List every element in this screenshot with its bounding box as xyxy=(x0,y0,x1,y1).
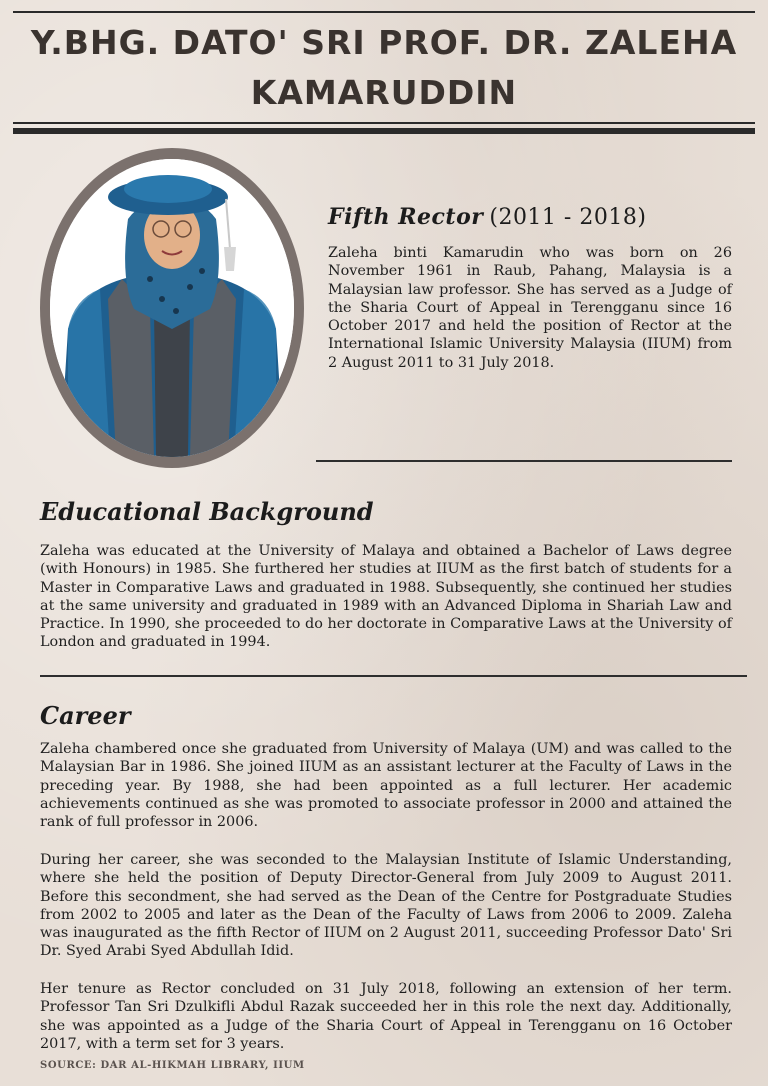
career-paragraph-2: During her career, she was seconded to the Malaysian Institute of Islamic Understanding, where she held the position of Deputy Director-General from July 2009 to August 2011. Before this secondment, she had served as the Dean of the Centre for Postgraduate Studies from 2002 to 2005 and later as the Dean of the Faculty of Laws from 2006 to 2009. Zaleha was inaugurated as the fifth Rector of IIUM on 2 August 2011, succeeding Professor Dato' Sri Dr. Syed Arabi Syed Abdullah Idid. xyxy=(40,852,732,960)
education-divider xyxy=(40,675,747,677)
portrait-illustration xyxy=(50,159,294,457)
career-paragraph-1: Zaleha chambered once she graduated from University of Malaya (UM) and was called to the Malaysian Bar in 1986. She joined IIUM as an assistant lecturer at the Faculty of Laws in the preceding year. By 1988, she had been appointed as a full lecturer. Her academic achievements continued as she was promoted to associate professor in 2000 and attained the rank of full professor in 2006. xyxy=(40,741,732,831)
career-heading: Career xyxy=(40,701,131,730)
title-line-1: Y.BHG. DATO' SRI PROF. DR. ZALEHA xyxy=(30,23,738,62)
title-underline-thin xyxy=(13,122,755,124)
page-title xyxy=(20,18,748,118)
source-credit: SOURCE: DAR AL-HIKMAH LIBRARY, IIUM xyxy=(40,1060,305,1071)
rector-intro: Zaleha binti Kamarudin who was born on 26 November 1961 in Raub, Pahang, Malaysia is a Malaysian law professor. She has served as a Judge of the Sharia Court of Appeal in Terengganu since 16 October 2017 and held the position of Rector at the International Islamic University Malaysia (IIUM) from 2 August 2011 to 31 July 2018. xyxy=(328,245,732,371)
rector-years: (2011 - 2018) xyxy=(489,205,647,230)
rector-heading xyxy=(328,204,646,230)
rector-title: Fifth Rector xyxy=(328,204,484,230)
portrait-photo xyxy=(50,159,294,457)
education-text: Zaleha was educated at the University of Malaya and obtained a Bachelor of Laws degree (with Honours) in 1985. She furthered her studies at IIUM as the first batch of students for a Master in Comparative Laws and graduated in 1988. Subsequently, she continued her studies at the same university and graduated in 1989 with an Advanced Diploma in Shariah Law and Practice. In 1990, she proceeded to do her doctorate in Comparative Laws at the University of London and graduated in 1994. xyxy=(40,543,732,651)
education-heading: Educational Background xyxy=(40,497,374,526)
title-line-2: KAMARUDDIN xyxy=(250,73,518,112)
career-paragraph-3: Her tenure as Rector concluded on 31 July 2018, following an extension of her term. Professor Tan Sri Dzulkifli Abdul Razak succeeded her in this role the next day. Additionally, she was appointed as a Judge of the Sharia Court of Appeal in Terengganu on 16 October 2017, with a term set for 3 years. xyxy=(40,981,732,1052)
intro-divider xyxy=(316,460,732,462)
top-rule xyxy=(13,11,755,13)
title-underline-thick xyxy=(13,128,755,134)
